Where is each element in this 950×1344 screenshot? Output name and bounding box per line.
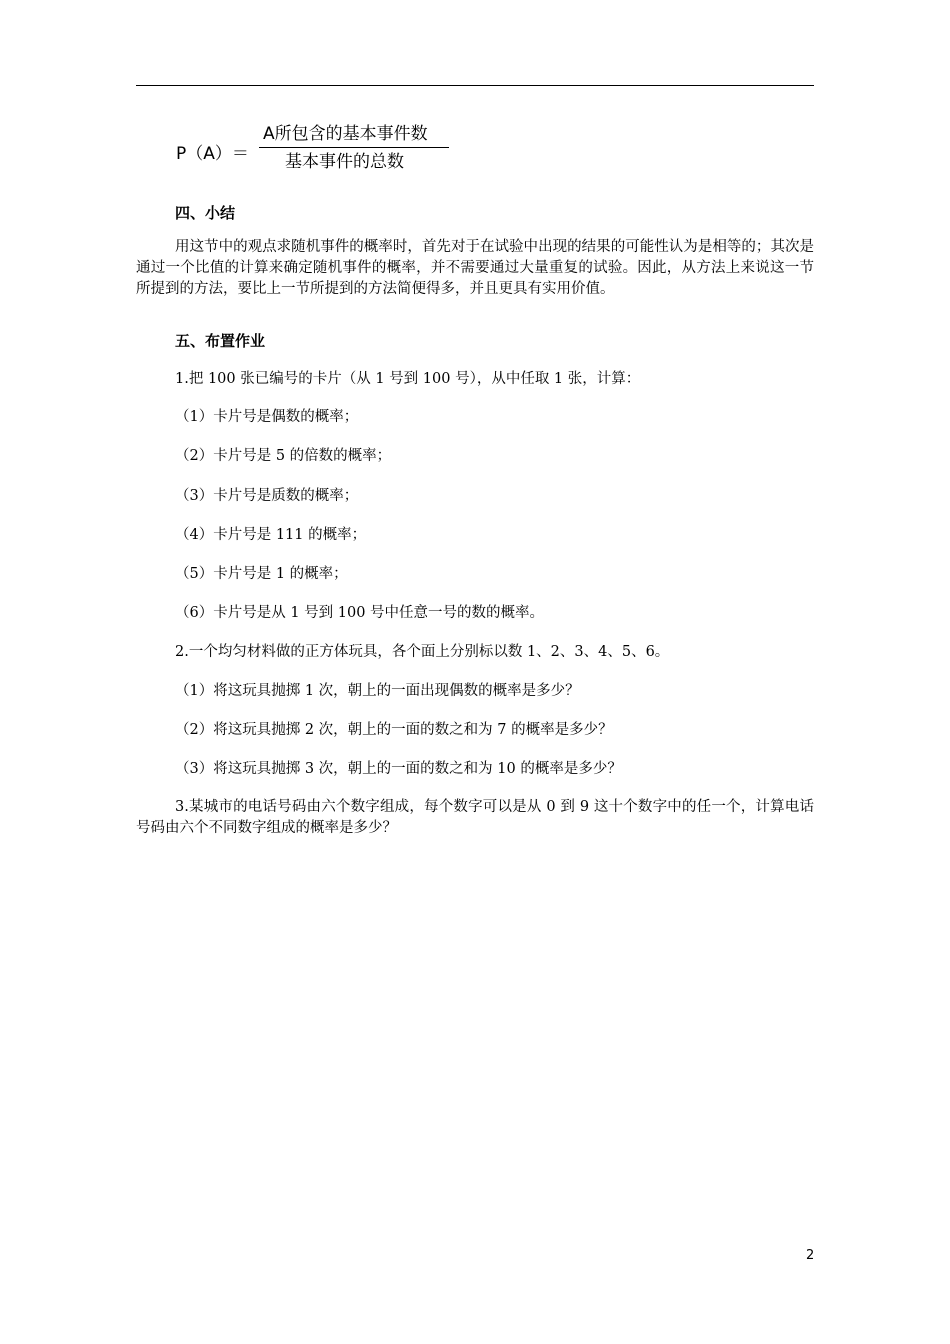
question-1-item-1: （1）卡片号是偶数的概率； bbox=[175, 409, 359, 425]
question-2-item-1: （1）将这玩具抛掷 1 次，朝上的一面出现偶数的概率是多少？ bbox=[175, 683, 580, 699]
page-number: 2 bbox=[806, 1248, 815, 1263]
question-1-item-6: （6）卡片号是从 1 号到 100 号中任意一号的数的概率。 bbox=[175, 605, 545, 621]
homework-heading: 五、布置作业 bbox=[175, 332, 266, 350]
question-2-item-3: （3）将这玩具抛掷 3 次，朝上的一面的数之和为 10 的概率是多少？ bbox=[175, 761, 622, 777]
question-1-item-3: （3）卡片号是质数的概率； bbox=[175, 488, 359, 504]
question-2-stem: 2.一个均匀材料做的正方体玩具，各个面上分别标以数 1、2、3、4、5、6。 bbox=[175, 644, 670, 660]
question-3: 3.某城市的电话号码由六个数字组成，每个数字可以是从 0 到 9 这十个数字中的任一个，计算电话号码由六个不同数字组成的概率是多少？ bbox=[136, 799, 814, 836]
fraction-bar bbox=[259, 147, 449, 148]
summary-heading: 四、小结 bbox=[175, 204, 236, 222]
header-rule bbox=[136, 85, 814, 86]
question-2-item-2: （2）将这玩具抛掷 2 次，朝上的一面的数之和为 7 的概率是多少？ bbox=[175, 722, 613, 738]
formula-numerator: A所包含的基本事件数 bbox=[263, 124, 428, 144]
question-1-item-2: （2）卡片号是 5 的倍数的概率； bbox=[175, 448, 392, 464]
question-1-item-4: （4）卡片号是 111 的概率； bbox=[175, 527, 367, 543]
formula-lhs: P（A）＝ bbox=[176, 144, 249, 164]
question-1-stem: 1.把 100 张已编号的卡片（从 1 号到 100 号），从中任取 1 张，计算： bbox=[175, 371, 641, 387]
formula-denominator: 基本事件的总数 bbox=[285, 152, 404, 172]
question-1-item-5: （5）卡片号是 1 的概率； bbox=[175, 566, 348, 582]
summary-paragraph: 用这节中的观点求随机事件的概率时，首先对于在试验中出现的结果的可能性认为是相等的；其次是通过一个比值的计算来确定随机事件的概率，并不需要通过大量重复的试验。因此，从方法上来说这一节所提到的方法，要比上一节所提到的方法简便得多，并且更具有实用价值。 bbox=[136, 239, 814, 297]
formula-fraction bbox=[259, 122, 449, 174]
